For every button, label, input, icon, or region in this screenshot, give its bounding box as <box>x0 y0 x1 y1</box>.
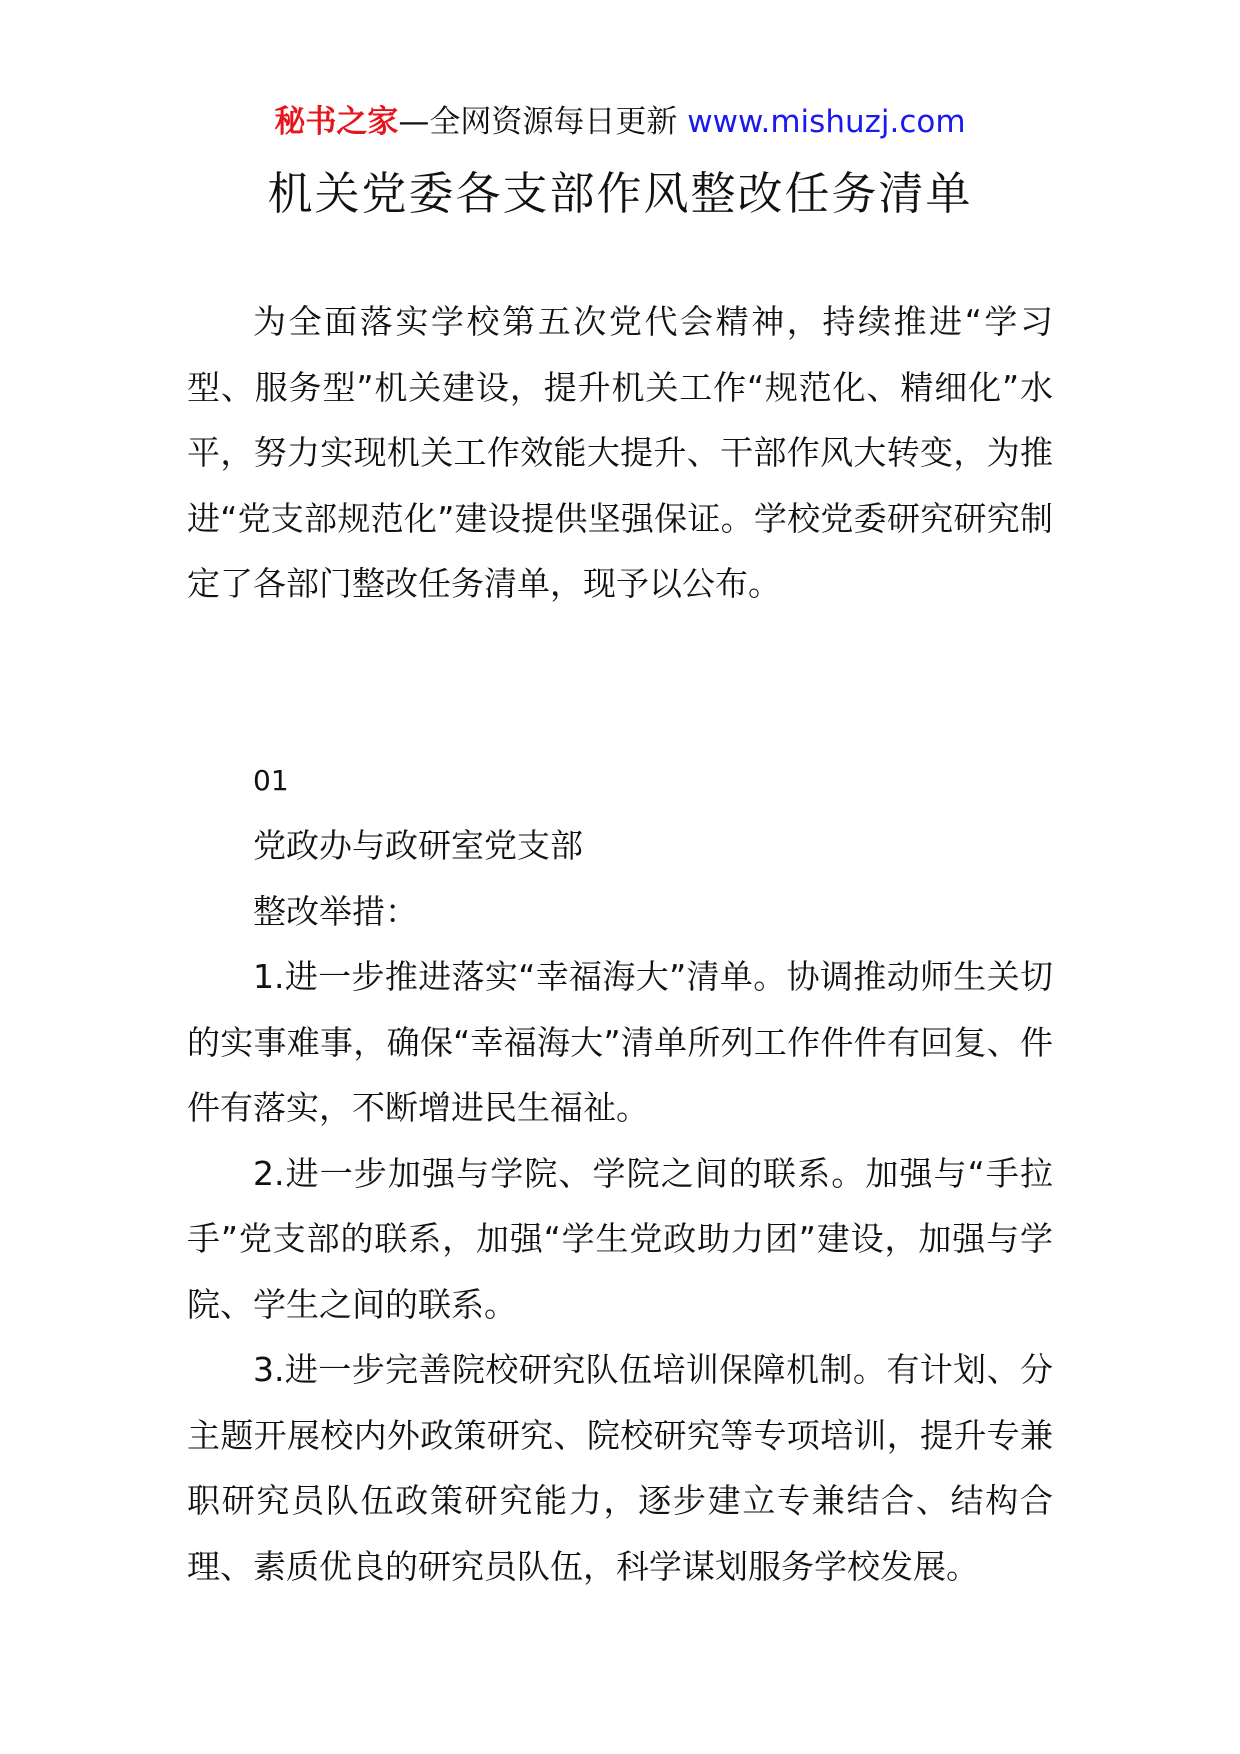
measure-item-3: 3.进一步完善院校研究队伍培训保障机制。有计划、分主题开展校内外政策研究、院校研究等专项培训，提升专兼职研究员队伍政策研究能力，逐步建立专兼结合、结构合理、素质优良的研究员队伍，科学谋划服务学校发展。 <box>187 1350 1053 1586</box>
document-title: 机关党委各支部作风整改任务清单 <box>267 167 973 220</box>
site-url-link[interactable]: www.mishuzj.com <box>687 104 966 140</box>
site-brand: 秘书之家 <box>274 104 399 140</box>
site-slogan: —全网资源每日更新 <box>398 104 688 140</box>
section-title: 党政办与政研室党支部 <box>253 826 583 865</box>
document-body <box>187 289 1053 1599</box>
measures-label: 整改举措： <box>253 891 418 931</box>
measure-item-2: 2.进一步加强与学院、学院之间的联系。加强与“手拉手”党支部的联系，加强“学生党政助力团”建设，加强与学院、学生之间的联系。 <box>187 1153 1053 1324</box>
intro-paragraph: 为全面落实学校第五次党代会精神，持续推进“学习型、服务型”机关建设，提升机关工作“规范化、精细化”水平，努力实现机关工作效能大提升、干部作风大转变，为推进“党支部规范化”建设提供坚强保证。学校党委研究研究制定了各部门整改任务清单，现予以公布。 <box>187 302 1053 603</box>
section-number: 01 <box>253 763 289 797</box>
site-header <box>0 102 1240 142</box>
measure-item-1: 1.进一步推进落实“幸福海大”清单。协调推动师生关切的实事难事，确保“幸福海大”清单所列工作件件有回复、件件有落实，不断增进民生福祉。 <box>187 957 1053 1127</box>
